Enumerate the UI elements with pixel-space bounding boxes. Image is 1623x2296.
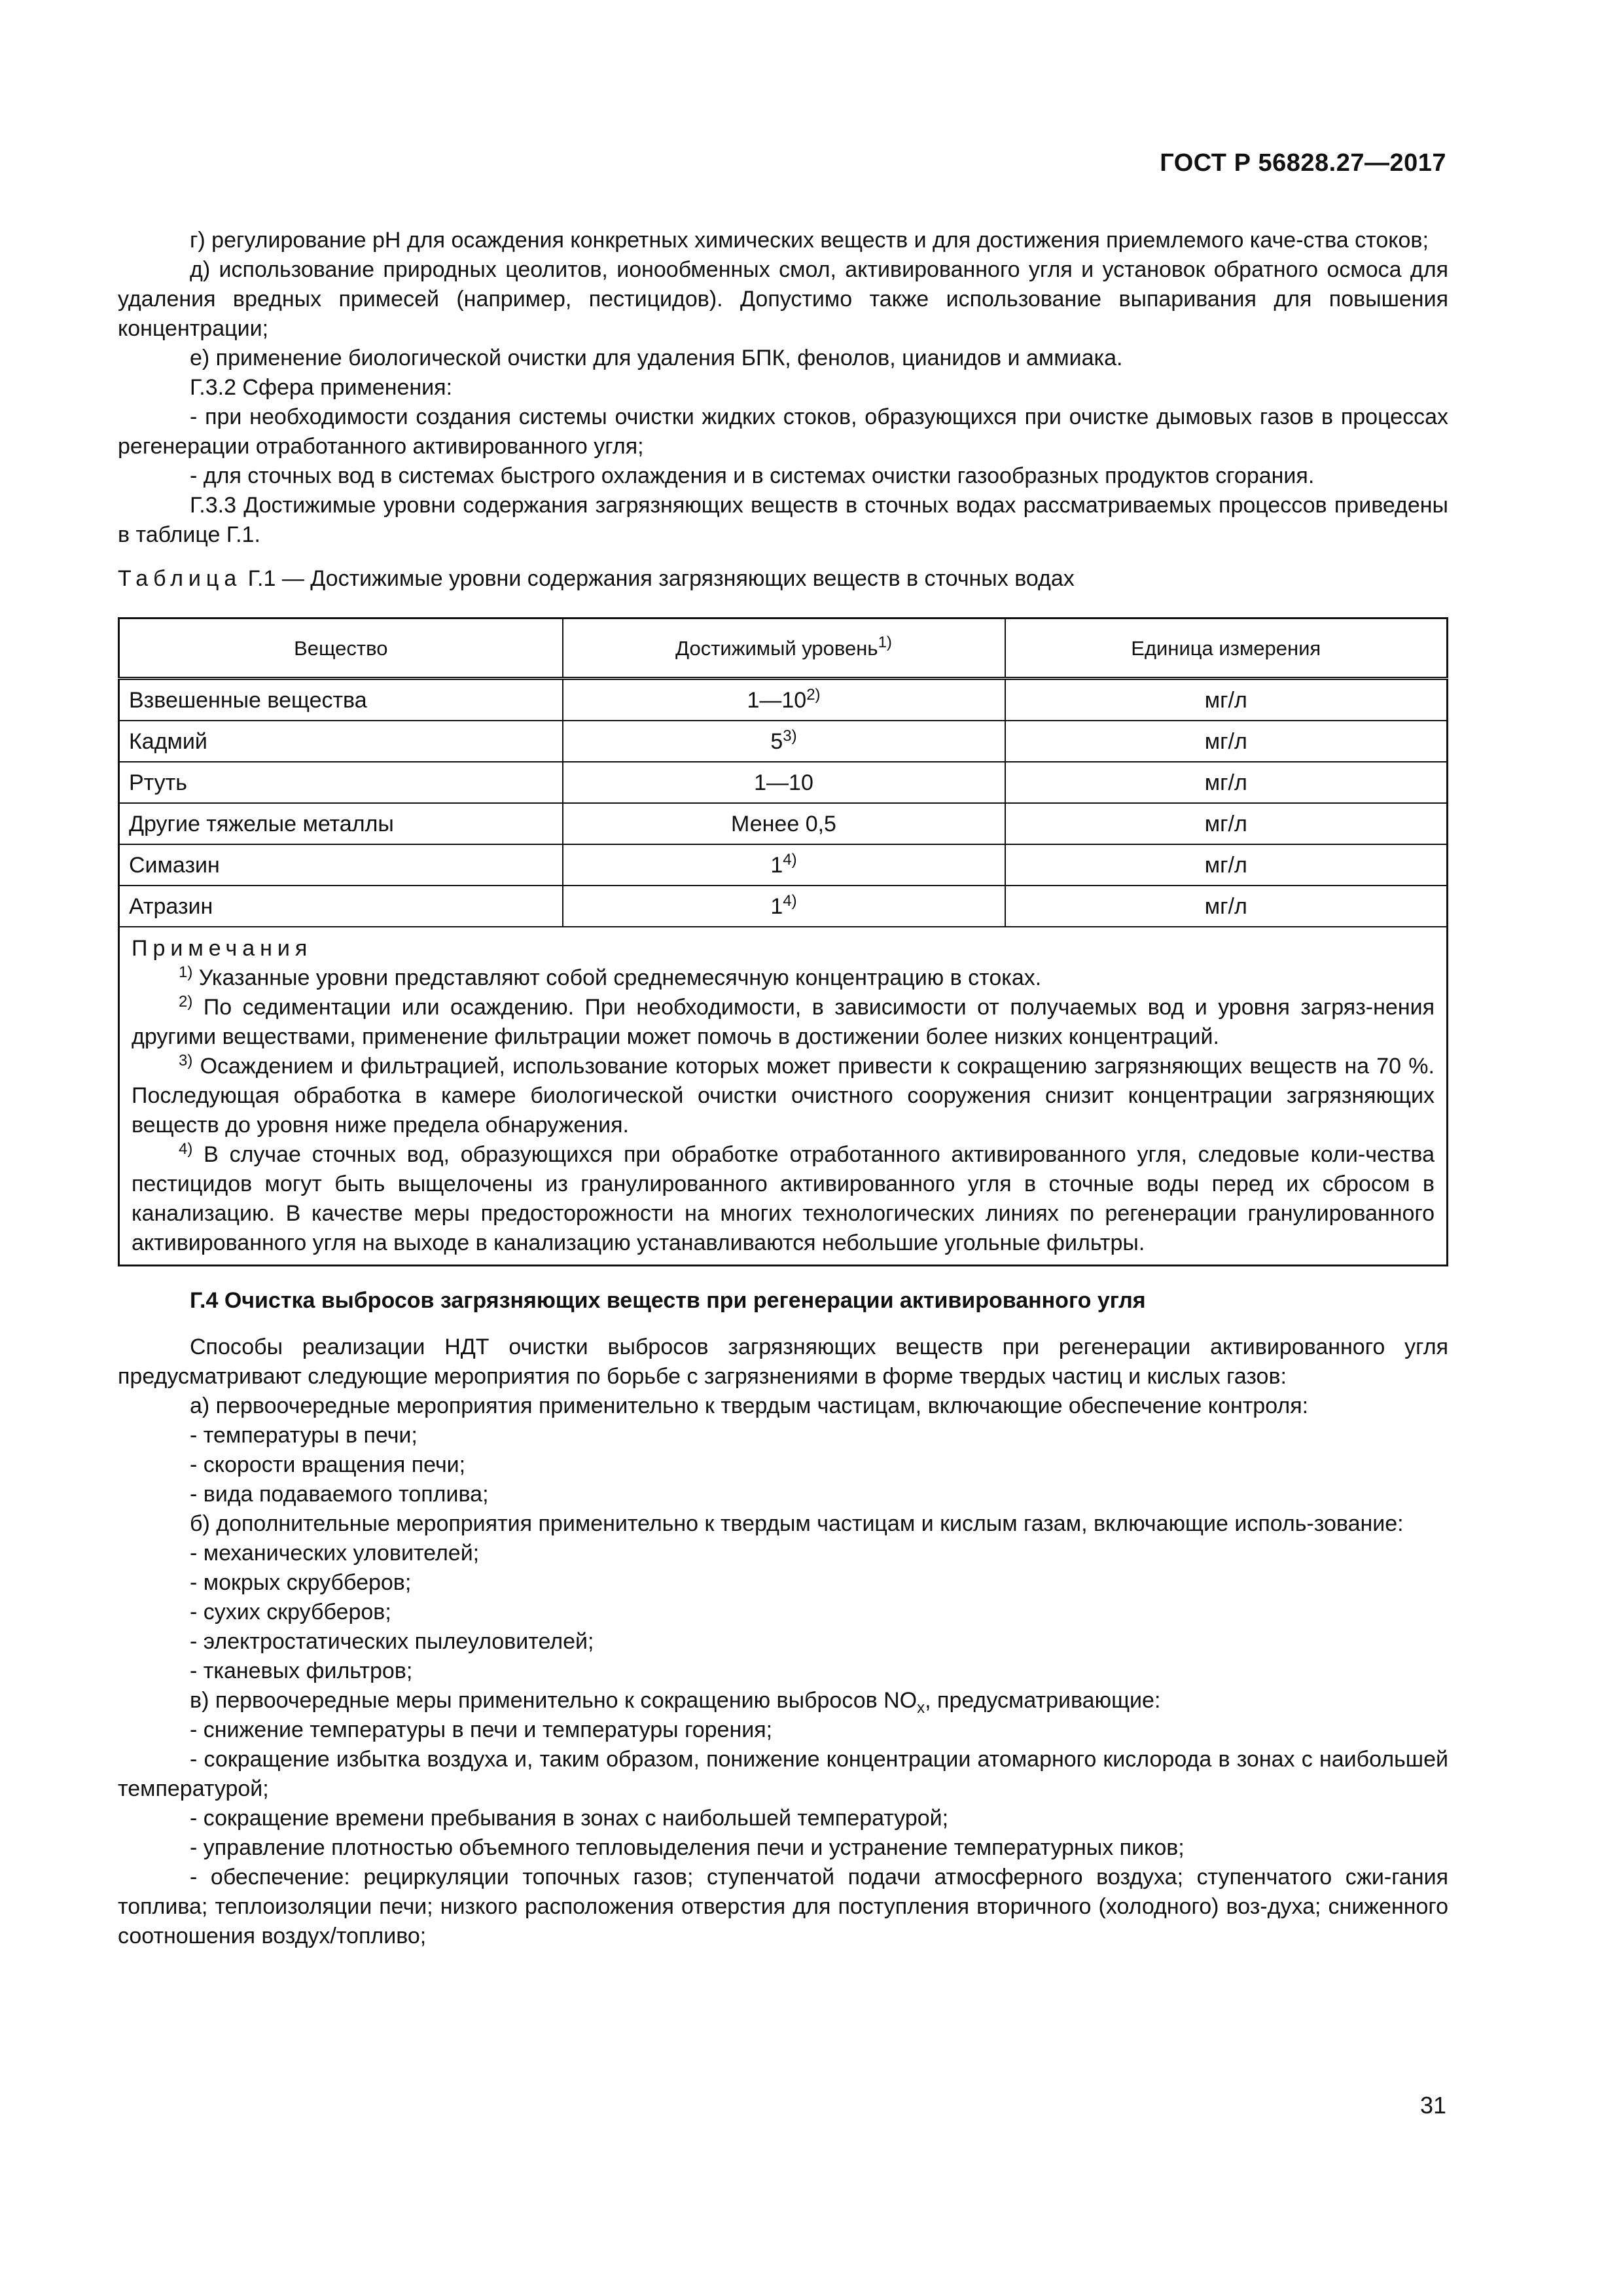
cell-level bbox=[563, 679, 1005, 721]
paragraph-item-g: г) регулирование pH для осаждения конкретных химических веществ и для достижения приемлемого каче-ства стоков; bbox=[190, 228, 1429, 253]
table-caption-text: Г.1 — Достижимые уровни содержания загрязняющих веществ в сточных водах bbox=[247, 566, 1075, 591]
cell-level-note: 2) bbox=[806, 685, 821, 704]
cell-substance: Другие тяжелые металлы bbox=[119, 803, 563, 844]
note-mark: 1) bbox=[179, 963, 193, 981]
paragraph-scope-item-1: - при необходимости создания системы очистки жидких стоков, образующихся при очистке дымовых газов в процессах регенерации отработанного активированного угля; bbox=[118, 404, 1448, 459]
header-level bbox=[563, 619, 1005, 679]
pollutant-levels-table bbox=[118, 617, 1448, 1266]
section-paragraph: б) дополнительные мероприятия применительно к твердым частицам и кислым газам, включающие исполь-зование: bbox=[190, 1511, 1404, 1536]
header-level-text: Достижимый уровень bbox=[675, 636, 878, 660]
section-list-item: - сокращение времени пребывания в зонах с наибольшей температурой; bbox=[190, 1806, 949, 1831]
cell-level-value: 1 bbox=[770, 893, 783, 919]
header-level-note: 1) bbox=[878, 633, 892, 651]
cell-substance: Атразин bbox=[119, 886, 563, 927]
cell-substance: Взвешенные вещества bbox=[119, 679, 563, 721]
note-mark: 3) bbox=[179, 1052, 193, 1069]
note-item bbox=[132, 963, 1435, 993]
cell-unit: мг/л bbox=[1005, 762, 1448, 803]
cell-level bbox=[563, 886, 1005, 927]
paragraph-scope-heading: Г.3.2 Сфера применения: bbox=[190, 375, 453, 400]
note-text: По седиментации или осаждению. При необходимости, в зависимости от получаемых вод и уровня загряз-нения другими веществами, применение фильтрации может помочь в достижении более низких концентраций. bbox=[132, 995, 1435, 1049]
section-paragraph: Способы реализации НДТ очистки выбросов загрязняющих веществ при регенерации активированного угля предусматривают следующие мероприятия по борьбе с загрязнениями в форме твердых частиц и кислых газов: bbox=[118, 1335, 1448, 1389]
section-list-item: - управление плотностью объемного тепловыделения печи и устранение температурных пиков; bbox=[190, 1835, 1185, 1860]
page-number: 31 bbox=[1419, 2092, 1446, 2119]
note-mark: 2) bbox=[179, 993, 193, 1011]
cell-substance: Симазин bbox=[119, 844, 563, 886]
cell-unit: мг/л bbox=[1005, 679, 1448, 721]
cell-level-value: 1—10 bbox=[754, 770, 813, 795]
section-list-item: - скорости вращения печи; bbox=[190, 1452, 466, 1477]
section-list-item: - сухих скрубберов; bbox=[190, 1600, 391, 1624]
section-list-item: - электростатических пылеуловителей; bbox=[190, 1629, 594, 1654]
table-row bbox=[119, 803, 1448, 844]
cell-substance: Ртуть bbox=[119, 762, 563, 803]
table-notes-cell bbox=[119, 927, 1448, 1266]
section-list-item: - вида подаваемого топлива; bbox=[190, 1482, 489, 1507]
cell-level-value: 1 bbox=[770, 852, 783, 878]
table-row bbox=[119, 844, 1448, 886]
cell-unit: мг/л bbox=[1005, 886, 1448, 927]
note-text: Указанные уровни представляют собой среднемесячную концентрацию в стоках. bbox=[198, 965, 1042, 990]
cell-level bbox=[563, 762, 1005, 803]
paragraph-item-e: е) применение биологической очистки для удаления БПК, фенолов, цианидов и аммиака. bbox=[190, 346, 1123, 370]
cell-unit: мг/л bbox=[1005, 803, 1448, 844]
section-paragraph-nox: в) первоочередные меры применительно к сокращению выбросов $NO_x$, предусматривающие: bbox=[190, 1688, 1161, 1717]
note-text: В случае сточных вод, образующихся при обработке отработанного активированного угля, следовые коли-чества пестицидов могут быть выщелочены из гранулированного активированного угля в сточные воды перед их сбросом в канализацию. В качестве меры предосторожности на многих технологических линиях по регенерации гранулированного активированного угля на выходе в канализацию устанавливаются небольшие угольные фильтры. bbox=[132, 1142, 1435, 1255]
section-heading: Г.4 Очистка выбросов загрязняющих веществ при регенерации активированного угля bbox=[190, 1288, 1146, 1313]
table-notes-row bbox=[119, 927, 1448, 1266]
table-caption-word: Таблица bbox=[118, 566, 242, 591]
note-text: Осаждением и фильтрацией, использование которых может привести к сокращению загрязняющих веществ на 70 %. Последующая обработка в камере биологической очистки очистного сооружения снизит концентрации загрязняющих веществ до уровня ниже предела обнаружения. bbox=[132, 1054, 1435, 1138]
cell-unit: мг/л bbox=[1005, 721, 1448, 762]
section-list-item: - тканевых фильтров; bbox=[190, 1659, 413, 1683]
section-paragraph: а) первоочередные мероприятия применительно к твердым частицам, включающие обеспечение контроля: bbox=[190, 1393, 1309, 1418]
cell-level bbox=[563, 844, 1005, 886]
table-row bbox=[119, 721, 1448, 762]
note-mark: 4) bbox=[179, 1140, 193, 1158]
section-list-item: - механических уловителей; bbox=[190, 1541, 480, 1566]
table-row bbox=[119, 886, 1448, 927]
cell-level-note: 4) bbox=[783, 891, 797, 910]
notes-title: Примечания bbox=[132, 936, 313, 961]
table-caption bbox=[118, 564, 1448, 594]
paragraph-levels-ref: Г.3.3 Достижимые уровни содержания загрязняющих веществ в сточных водах рассматриваемых процессов приведены в таблице Г.1. bbox=[118, 493, 1448, 547]
header-unit: Единица измерения bbox=[1005, 619, 1448, 679]
section-list-item: - температуры в печи; bbox=[190, 1423, 418, 1448]
note-item bbox=[132, 1052, 1435, 1140]
nox-subscript: x bbox=[917, 1699, 925, 1717]
cell-level-value: 5 bbox=[770, 728, 783, 754]
table-row bbox=[119, 679, 1448, 721]
page-content bbox=[118, 226, 1448, 1951]
section-list-item: - снижение температуры в печи и температуры горения; bbox=[190, 1717, 773, 1742]
section-list-item: - сокращение избытка воздуха и, таким образом, понижение концентрации атомарного кислорода в зонах с наибольшей температурой; bbox=[118, 1747, 1448, 1801]
cell-level-value: Менее 0,5 bbox=[731, 811, 836, 836]
note-item bbox=[132, 993, 1435, 1052]
cell-level-note: 4) bbox=[783, 850, 797, 869]
paragraph-item-d: д) использование природных цеолитов, ионообменных смол, активированного угля и установок обратного осмоса для удаления вредных примесей (например, пестицидов). Допустимо также использование выпаривания для повышения концентрации; bbox=[118, 257, 1448, 341]
cell-level-note: 3) bbox=[783, 726, 797, 745]
cell-level bbox=[563, 721, 1005, 762]
header-substance: Вещество bbox=[119, 619, 563, 679]
cell-substance: Кадмий bbox=[119, 721, 563, 762]
section-list-item: - обеспечение: рециркуляции топочных газов; ступенчатой подачи атмосферного воздуха; ступенчатого сжи-гания топлива; теплоизоляции печи; низкого расположения отверстия для поступления вторичного (холодного) воз-духа; сниженного соотношения воздух/топливо; bbox=[118, 1865, 1448, 1948]
section-list-item: - мокрых скрубберов; bbox=[190, 1570, 412, 1595]
cell-level bbox=[563, 803, 1005, 844]
cell-level-value: 1—10 bbox=[747, 687, 807, 713]
table-row bbox=[119, 762, 1448, 803]
paragraph-scope-item-2: - для сточных вод в системах быстрого охлаждения и в системах очистки газообразных продуктов сгорания. bbox=[190, 463, 1315, 488]
table-header-row bbox=[119, 619, 1448, 679]
note-item bbox=[132, 1140, 1435, 1258]
cell-unit: мг/л bbox=[1005, 844, 1448, 886]
document-code: ГОСТ Р 56828.27—2017 bbox=[1160, 149, 1446, 177]
